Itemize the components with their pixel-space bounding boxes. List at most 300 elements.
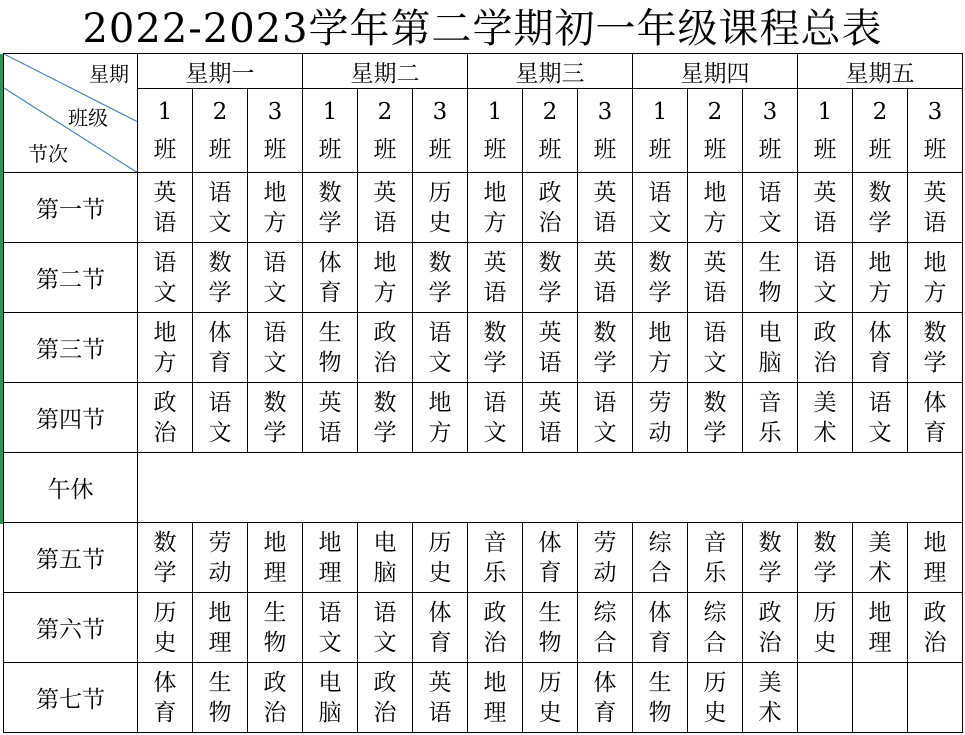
class-header (688, 89, 743, 173)
subject-char: 治 (813, 349, 837, 376)
subject-cell (578, 383, 633, 453)
subject-cell (193, 243, 248, 313)
subject-char: 语 (538, 419, 562, 446)
subject-cell (523, 383, 578, 453)
subject-char: 物 (208, 699, 232, 726)
subject-char: 治 (758, 629, 782, 656)
subject-cell (523, 663, 578, 733)
subject-cell (853, 243, 908, 313)
subject-cell (468, 383, 523, 453)
subject-char: 乐 (703, 559, 727, 586)
class-suffix: 班 (153, 136, 177, 163)
subject-char: 语 (648, 179, 672, 206)
subject-char: 数 (703, 389, 727, 416)
subject-char: 学 (428, 279, 452, 306)
subject-cell (633, 593, 688, 663)
subject-char: 英 (923, 179, 947, 206)
subject-cell (578, 523, 633, 593)
subject-char: 地 (263, 179, 287, 206)
subject-char: 英 (373, 179, 397, 206)
corner-label-period: 节次 (28, 142, 68, 166)
subject-cell (633, 313, 688, 383)
subject-char: 历 (703, 669, 727, 696)
subject-char: 方 (483, 209, 507, 236)
subject-char: 文 (758, 209, 782, 236)
subject-cell (523, 523, 578, 593)
subject-cell (138, 383, 193, 453)
subject-char: 政 (538, 179, 562, 206)
subject-cell (303, 523, 358, 593)
subject-char: 英 (538, 389, 562, 416)
period-label: 第四节 (4, 383, 138, 453)
subject-char: 语 (593, 209, 617, 236)
class-header (358, 89, 413, 173)
subject-cell (908, 243, 963, 313)
subject-cell (523, 593, 578, 663)
subject-cell (798, 243, 853, 313)
subject-char: 治 (153, 419, 177, 446)
subject-char: 方 (923, 279, 947, 306)
subject-char: 方 (648, 349, 672, 376)
subject-char: 语 (538, 349, 562, 376)
day-header: 星期二 (303, 54, 468, 89)
subject-cell (248, 523, 303, 593)
class-number: 1 (157, 98, 173, 125)
class-suffix: 班 (923, 136, 947, 163)
subject-char: 乐 (483, 559, 507, 586)
subject-char: 育 (593, 699, 617, 726)
subject-char: 数 (538, 249, 562, 276)
subject-cell (798, 593, 853, 663)
subject-char: 文 (263, 349, 287, 376)
subject-cell (248, 173, 303, 243)
subject-cell (138, 313, 193, 383)
subject-char: 动 (648, 419, 672, 446)
subject-cell (358, 593, 413, 663)
class-suffix: 班 (538, 136, 562, 163)
subject-char: 文 (208, 209, 232, 236)
subject-cell (248, 383, 303, 453)
subject-char: 语 (703, 279, 727, 306)
class-number: 2 (542, 98, 558, 125)
subject-char: 地 (428, 389, 452, 416)
subject-cell (138, 523, 193, 593)
subject-cell (908, 523, 963, 593)
subject-cell (413, 663, 468, 733)
period-label: 第三节 (4, 313, 138, 383)
subject-cell (688, 523, 743, 593)
subject-char: 生 (318, 319, 342, 346)
subject-char: 文 (153, 279, 177, 306)
subject-char: 理 (868, 629, 892, 656)
subject-char: 劳 (208, 529, 232, 556)
subject-char: 史 (703, 699, 727, 726)
class-suffix: 班 (813, 136, 837, 163)
subject-char: 语 (208, 389, 232, 416)
class-header (633, 89, 688, 173)
corner-label-class: 班级 (68, 106, 108, 130)
subject-cell (468, 313, 523, 383)
subject-char: 数 (648, 249, 672, 276)
subject-cell (523, 243, 578, 313)
subject-cell (853, 663, 908, 733)
subject-cell (413, 243, 468, 313)
subject-char: 语 (593, 389, 617, 416)
subject-cell (688, 173, 743, 243)
class-header (138, 89, 193, 173)
subject-char: 电 (373, 529, 397, 556)
subject-char: 脑 (758, 349, 782, 376)
subject-char: 音 (483, 529, 507, 556)
subject-cell (798, 663, 853, 733)
subject-cell (688, 383, 743, 453)
class-header (303, 89, 358, 173)
subject-char: 历 (153, 599, 177, 626)
subject-cell (193, 523, 248, 593)
class-suffix: 班 (703, 136, 727, 163)
subject-char: 育 (923, 419, 947, 446)
subject-char: 数 (868, 179, 892, 206)
subject-char: 地 (263, 529, 287, 556)
subject-char: 历 (813, 599, 837, 626)
subject-char: 电 (758, 319, 782, 346)
subject-cell (908, 313, 963, 383)
subject-char: 政 (153, 389, 177, 416)
subject-char: 生 (648, 669, 672, 696)
subject-cell (798, 173, 853, 243)
class-suffix: 班 (648, 136, 672, 163)
subject-cell (633, 663, 688, 733)
subject-char: 地 (703, 179, 727, 206)
subject-char: 育 (868, 349, 892, 376)
subject-char: 综 (648, 529, 672, 556)
subject-char: 治 (373, 699, 397, 726)
subject-cell (303, 663, 358, 733)
day-header: 星期四 (633, 54, 798, 89)
subject-char: 史 (428, 559, 452, 586)
subject-char: 政 (758, 599, 782, 626)
subject-cell (193, 663, 248, 733)
subject-cell (193, 383, 248, 453)
subject-char: 语 (428, 319, 452, 346)
subject-char: 语 (868, 389, 892, 416)
subject-char: 史 (538, 699, 562, 726)
subject-char: 美 (758, 669, 782, 696)
period-label: 第六节 (4, 593, 138, 663)
subject-cell (743, 383, 798, 453)
subject-char: 地 (318, 529, 342, 556)
subject-char: 理 (208, 629, 232, 656)
subject-char: 英 (153, 179, 177, 206)
subject-cell (248, 243, 303, 313)
subject-char: 语 (483, 279, 507, 306)
subject-cell (358, 383, 413, 453)
subject-char: 英 (593, 179, 617, 206)
subject-char: 英 (813, 179, 837, 206)
subject-char: 劳 (593, 529, 617, 556)
subject-char: 历 (428, 529, 452, 556)
subject-cell (853, 313, 908, 383)
subject-cell (743, 523, 798, 593)
subject-cell (193, 173, 248, 243)
subject-char: 英 (483, 249, 507, 276)
subject-char: 语 (483, 389, 507, 416)
subject-cell (413, 383, 468, 453)
subject-cell (138, 663, 193, 733)
subject-char: 理 (318, 559, 342, 586)
class-number: 2 (707, 98, 723, 125)
subject-char: 方 (263, 209, 287, 236)
subject-cell (688, 593, 743, 663)
subject-cell (578, 593, 633, 663)
subject-char: 理 (263, 559, 287, 586)
subject-char: 数 (758, 529, 782, 556)
subject-cell (908, 383, 963, 453)
subject-char: 文 (263, 279, 287, 306)
subject-cell (688, 663, 743, 733)
subject-char: 治 (373, 349, 397, 376)
day-header: 星期五 (798, 54, 963, 89)
subject-cell (908, 663, 963, 733)
class-suffix: 班 (483, 136, 507, 163)
subject-char: 语 (208, 179, 232, 206)
subject-char: 治 (263, 699, 287, 726)
class-number: 1 (652, 98, 668, 125)
class-header (578, 89, 633, 173)
subject-cell (853, 523, 908, 593)
subject-cell (523, 173, 578, 243)
subject-char: 数 (813, 529, 837, 556)
subject-char: 语 (593, 279, 617, 306)
subject-cell (798, 523, 853, 593)
class-suffix: 班 (758, 136, 782, 163)
subject-char: 数 (153, 529, 177, 556)
period-label: 第五节 (4, 523, 138, 593)
subject-char: 生 (263, 599, 287, 626)
subject-char: 语 (263, 249, 287, 276)
subject-char: 政 (923, 599, 947, 626)
class-suffix: 班 (428, 136, 452, 163)
subject-cell (743, 243, 798, 313)
subject-cell (413, 173, 468, 243)
subject-char: 体 (868, 319, 892, 346)
subject-char: 语 (373, 599, 397, 626)
subject-cell (633, 173, 688, 243)
subject-cell (248, 663, 303, 733)
lunch-label: 午休 (4, 453, 138, 523)
subject-char: 综 (703, 599, 727, 626)
subject-char: 数 (208, 249, 232, 276)
subject-char: 物 (318, 349, 342, 376)
subject-char: 数 (923, 319, 947, 346)
subject-char: 史 (153, 629, 177, 656)
subject-char: 语 (428, 699, 452, 726)
subject-cell (413, 523, 468, 593)
subject-char: 物 (538, 629, 562, 656)
class-suffix: 班 (868, 136, 892, 163)
subject-char: 方 (428, 419, 452, 446)
class-header (798, 89, 853, 173)
subject-char: 方 (373, 279, 397, 306)
subject-char: 文 (318, 629, 342, 656)
subject-cell (358, 313, 413, 383)
subject-cell (743, 663, 798, 733)
subject-char: 文 (593, 419, 617, 446)
subject-char: 文 (428, 349, 452, 376)
subject-char: 英 (593, 249, 617, 276)
subject-char: 生 (208, 669, 232, 696)
subject-char: 治 (538, 209, 562, 236)
subject-cell (303, 383, 358, 453)
subject-cell (358, 663, 413, 733)
subject-cell (358, 173, 413, 243)
subject-char: 体 (648, 599, 672, 626)
subject-cell (413, 593, 468, 663)
subject-char: 动 (208, 559, 232, 586)
subject-char: 学 (868, 209, 892, 236)
day-header: 星期三 (468, 54, 633, 89)
subject-cell (358, 523, 413, 593)
subject-cell (303, 243, 358, 313)
subject-char: 语 (318, 599, 342, 626)
class-suffix: 班 (373, 136, 397, 163)
subject-char: 英 (318, 389, 342, 416)
subject-char: 数 (428, 249, 452, 276)
subject-cell (468, 523, 523, 593)
subject-char: 数 (373, 389, 397, 416)
subject-char: 文 (373, 629, 397, 656)
subject-char: 育 (208, 349, 232, 376)
subject-cell (633, 383, 688, 453)
subject-char: 语 (923, 209, 947, 236)
subject-char: 育 (538, 559, 562, 586)
class-header (908, 89, 963, 173)
subject-char: 育 (428, 629, 452, 656)
subject-char: 学 (758, 559, 782, 586)
subject-char: 治 (923, 629, 947, 656)
subject-char: 术 (758, 699, 782, 726)
subject-char: 学 (208, 279, 232, 306)
subject-cell (578, 313, 633, 383)
class-number: 3 (762, 98, 778, 125)
subject-char: 综 (593, 599, 617, 626)
class-header (413, 89, 468, 173)
class-number: 3 (267, 98, 283, 125)
subject-char: 史 (813, 629, 837, 656)
subject-char: 史 (428, 209, 452, 236)
subject-cell (633, 523, 688, 593)
subject-cell (303, 173, 358, 243)
corner-label-day: 星期 (89, 62, 129, 86)
subject-char: 历 (538, 669, 562, 696)
subject-char: 地 (208, 599, 232, 626)
subject-char: 地 (483, 669, 507, 696)
class-suffix: 班 (208, 136, 232, 163)
subject-char: 合 (593, 629, 617, 656)
subject-char: 劳 (648, 389, 672, 416)
class-number: 3 (927, 98, 943, 125)
subject-cell (138, 243, 193, 313)
subject-char: 术 (868, 559, 892, 586)
class-header (193, 89, 248, 173)
subject-char: 语 (703, 319, 727, 346)
class-suffix: 班 (263, 136, 287, 163)
day-header: 星期一 (138, 54, 303, 89)
subject-char: 学 (813, 559, 837, 586)
subject-char: 美 (813, 389, 837, 416)
lunch-blank (138, 453, 963, 523)
subject-char: 方 (153, 349, 177, 376)
subject-char: 理 (923, 559, 947, 586)
subject-char: 语 (153, 249, 177, 276)
subject-char: 地 (923, 249, 947, 276)
subject-cell (743, 313, 798, 383)
subject-cell (468, 243, 523, 313)
class-number: 1 (817, 98, 833, 125)
subject-cell (303, 593, 358, 663)
class-number: 1 (322, 98, 338, 125)
class-header (468, 89, 523, 173)
subject-char: 体 (318, 249, 342, 276)
class-header (743, 89, 798, 173)
subject-char: 体 (538, 529, 562, 556)
subject-char: 文 (483, 419, 507, 446)
class-number: 2 (872, 98, 888, 125)
class-suffix: 班 (318, 136, 342, 163)
subject-char: 语 (813, 249, 837, 276)
class-number: 3 (597, 98, 613, 125)
subject-cell (193, 313, 248, 383)
subject-cell (413, 313, 468, 383)
period-label: 第一节 (4, 173, 138, 243)
subject-char: 语 (153, 209, 177, 236)
header-corner-cell (4, 54, 138, 173)
class-number: 3 (432, 98, 448, 125)
subject-char: 数 (593, 319, 617, 346)
subject-char: 生 (538, 599, 562, 626)
subject-cell (138, 173, 193, 243)
class-header (523, 89, 578, 173)
schedule-table (3, 53, 963, 733)
subject-char: 学 (923, 349, 947, 376)
period-label: 第二节 (4, 243, 138, 313)
subject-cell (908, 173, 963, 243)
subject-char: 文 (868, 419, 892, 446)
subject-char: 脑 (373, 559, 397, 586)
subject-cell (248, 313, 303, 383)
subject-cell (743, 593, 798, 663)
subject-char: 文 (703, 349, 727, 376)
subject-char: 动 (593, 559, 617, 586)
subject-char: 物 (758, 279, 782, 306)
subject-char: 理 (483, 699, 507, 726)
subject-char: 学 (153, 559, 177, 586)
class-number: 2 (212, 98, 228, 125)
subject-char: 物 (648, 699, 672, 726)
subject-cell (743, 173, 798, 243)
subject-char: 地 (868, 599, 892, 626)
subject-char: 语 (263, 319, 287, 346)
subject-char: 电 (318, 669, 342, 696)
subject-char: 美 (868, 529, 892, 556)
subject-char: 生 (758, 249, 782, 276)
subject-cell (798, 313, 853, 383)
subject-cell (468, 173, 523, 243)
subject-char: 合 (703, 629, 727, 656)
period-label: 第七节 (4, 663, 138, 733)
subject-char: 物 (263, 629, 287, 656)
subject-cell (303, 313, 358, 383)
